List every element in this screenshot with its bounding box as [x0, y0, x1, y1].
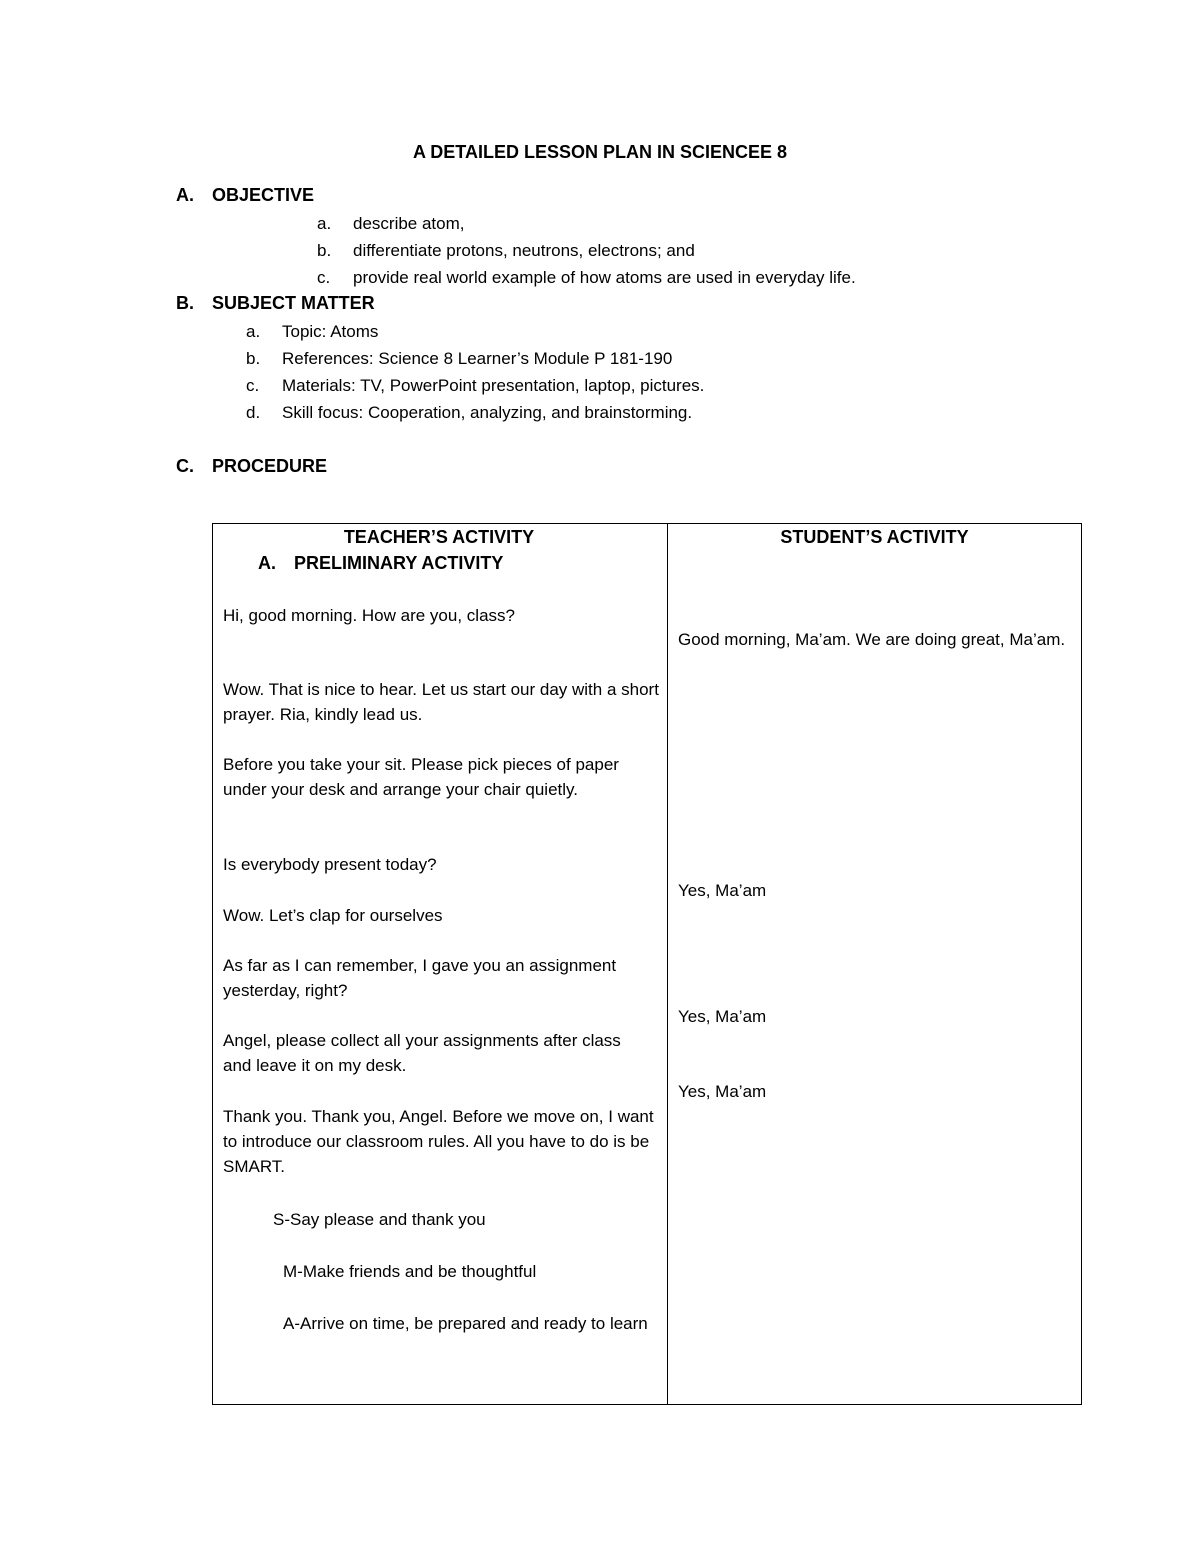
student-column — [668, 524, 1082, 1405]
section-title: SUBJECT MATTER — [212, 293, 375, 313]
item-marker: a. — [317, 214, 332, 233]
teacher-line: Wow. Let’s clap for ourselves — [223, 906, 443, 925]
preliminary-activity-heading — [258, 553, 503, 574]
item-marker: b. — [317, 241, 332, 260]
item-text: provide real world example of how atoms are used in everyday life. — [353, 268, 856, 287]
section-letter: A. — [258, 553, 276, 573]
item-text: References: Science 8 Learner’s Module P 181-190 — [282, 349, 673, 368]
section-title: OBJECTIVE — [212, 185, 315, 205]
section-subject-matter-heading — [176, 293, 375, 314]
student-line: Yes, Ma’am — [678, 1007, 767, 1026]
section-title: PROCEDURE — [212, 456, 328, 476]
item-text: differentiate protons, neutrons, electrons; and — [353, 241, 695, 260]
subject-matter-item — [246, 349, 672, 369]
teacher-line: Thank you. Thank you, Angel. Before we move on, I want to introduce our classroom rules. All you have to do is be SMART. — [223, 1107, 654, 1176]
smart-rule: M-Make friends and be thoughtful — [283, 1262, 537, 1281]
teacher-line: Hi, good morning. How are you, class? — [223, 606, 515, 625]
objective-item — [317, 241, 695, 261]
teacher-line: Before you take your sit. Please pick pieces of paper under your desk and arrange your chair quietly. — [223, 755, 619, 799]
student-line: Yes, Ma’am — [678, 881, 767, 900]
item-marker: b. — [246, 349, 261, 368]
section-letter: A. — [176, 185, 194, 205]
objective-item — [317, 214, 465, 234]
subject-matter-item — [246, 376, 704, 396]
subject-matter-item — [246, 403, 692, 423]
item-text: Skill focus: Cooperation, analyzing, and brainstorming. — [282, 403, 693, 422]
item-text: Materials: TV, PowerPoint presentation, laptop, pictures. — [282, 376, 705, 395]
section-title: PRELIMINARY ACTIVITY — [294, 553, 504, 573]
section-procedure-heading — [176, 456, 327, 477]
teacher-line: Wow. That is nice to hear. Let us start our day with a short prayer. Ria, kindly lead us. — [223, 680, 659, 724]
item-marker: d. — [246, 403, 261, 422]
item-marker: a. — [246, 322, 261, 341]
subject-matter-item — [246, 322, 378, 342]
smart-rule: S-Say please and thank you — [273, 1210, 486, 1229]
section-letter: C. — [176, 456, 194, 476]
section-letter: B. — [176, 293, 194, 313]
student-line: Good morning, Ma’am. We are doing great, Ma’am. — [678, 630, 1066, 649]
item-marker: c. — [246, 376, 260, 395]
item-marker: c. — [317, 268, 331, 287]
student-line: Yes, Ma’am — [678, 1082, 767, 1101]
student-activity-header: STUDENT’S ACTIVITY — [780, 527, 969, 547]
page-title: A DETAILED LESSON PLAN IN SCIENCEE 8 — [412, 142, 788, 162]
teacher-activity-header: TEACHER’S ACTIVITY — [343, 527, 535, 547]
teacher-line: Is everybody present today? — [223, 855, 437, 874]
teacher-line: As far as I can remember, I gave you an assignment yesterday, right? — [223, 956, 617, 1000]
smart-rule: A-Arrive on time, be prepared and ready to learn — [283, 1314, 648, 1333]
teacher-line: Angel, please collect all your assignments after class and leave it on my desk. — [223, 1031, 621, 1075]
section-objective-heading — [176, 185, 314, 206]
objective-item — [317, 268, 856, 288]
item-text: Topic: Atoms — [282, 322, 379, 341]
item-text: describe atom, — [353, 214, 465, 233]
